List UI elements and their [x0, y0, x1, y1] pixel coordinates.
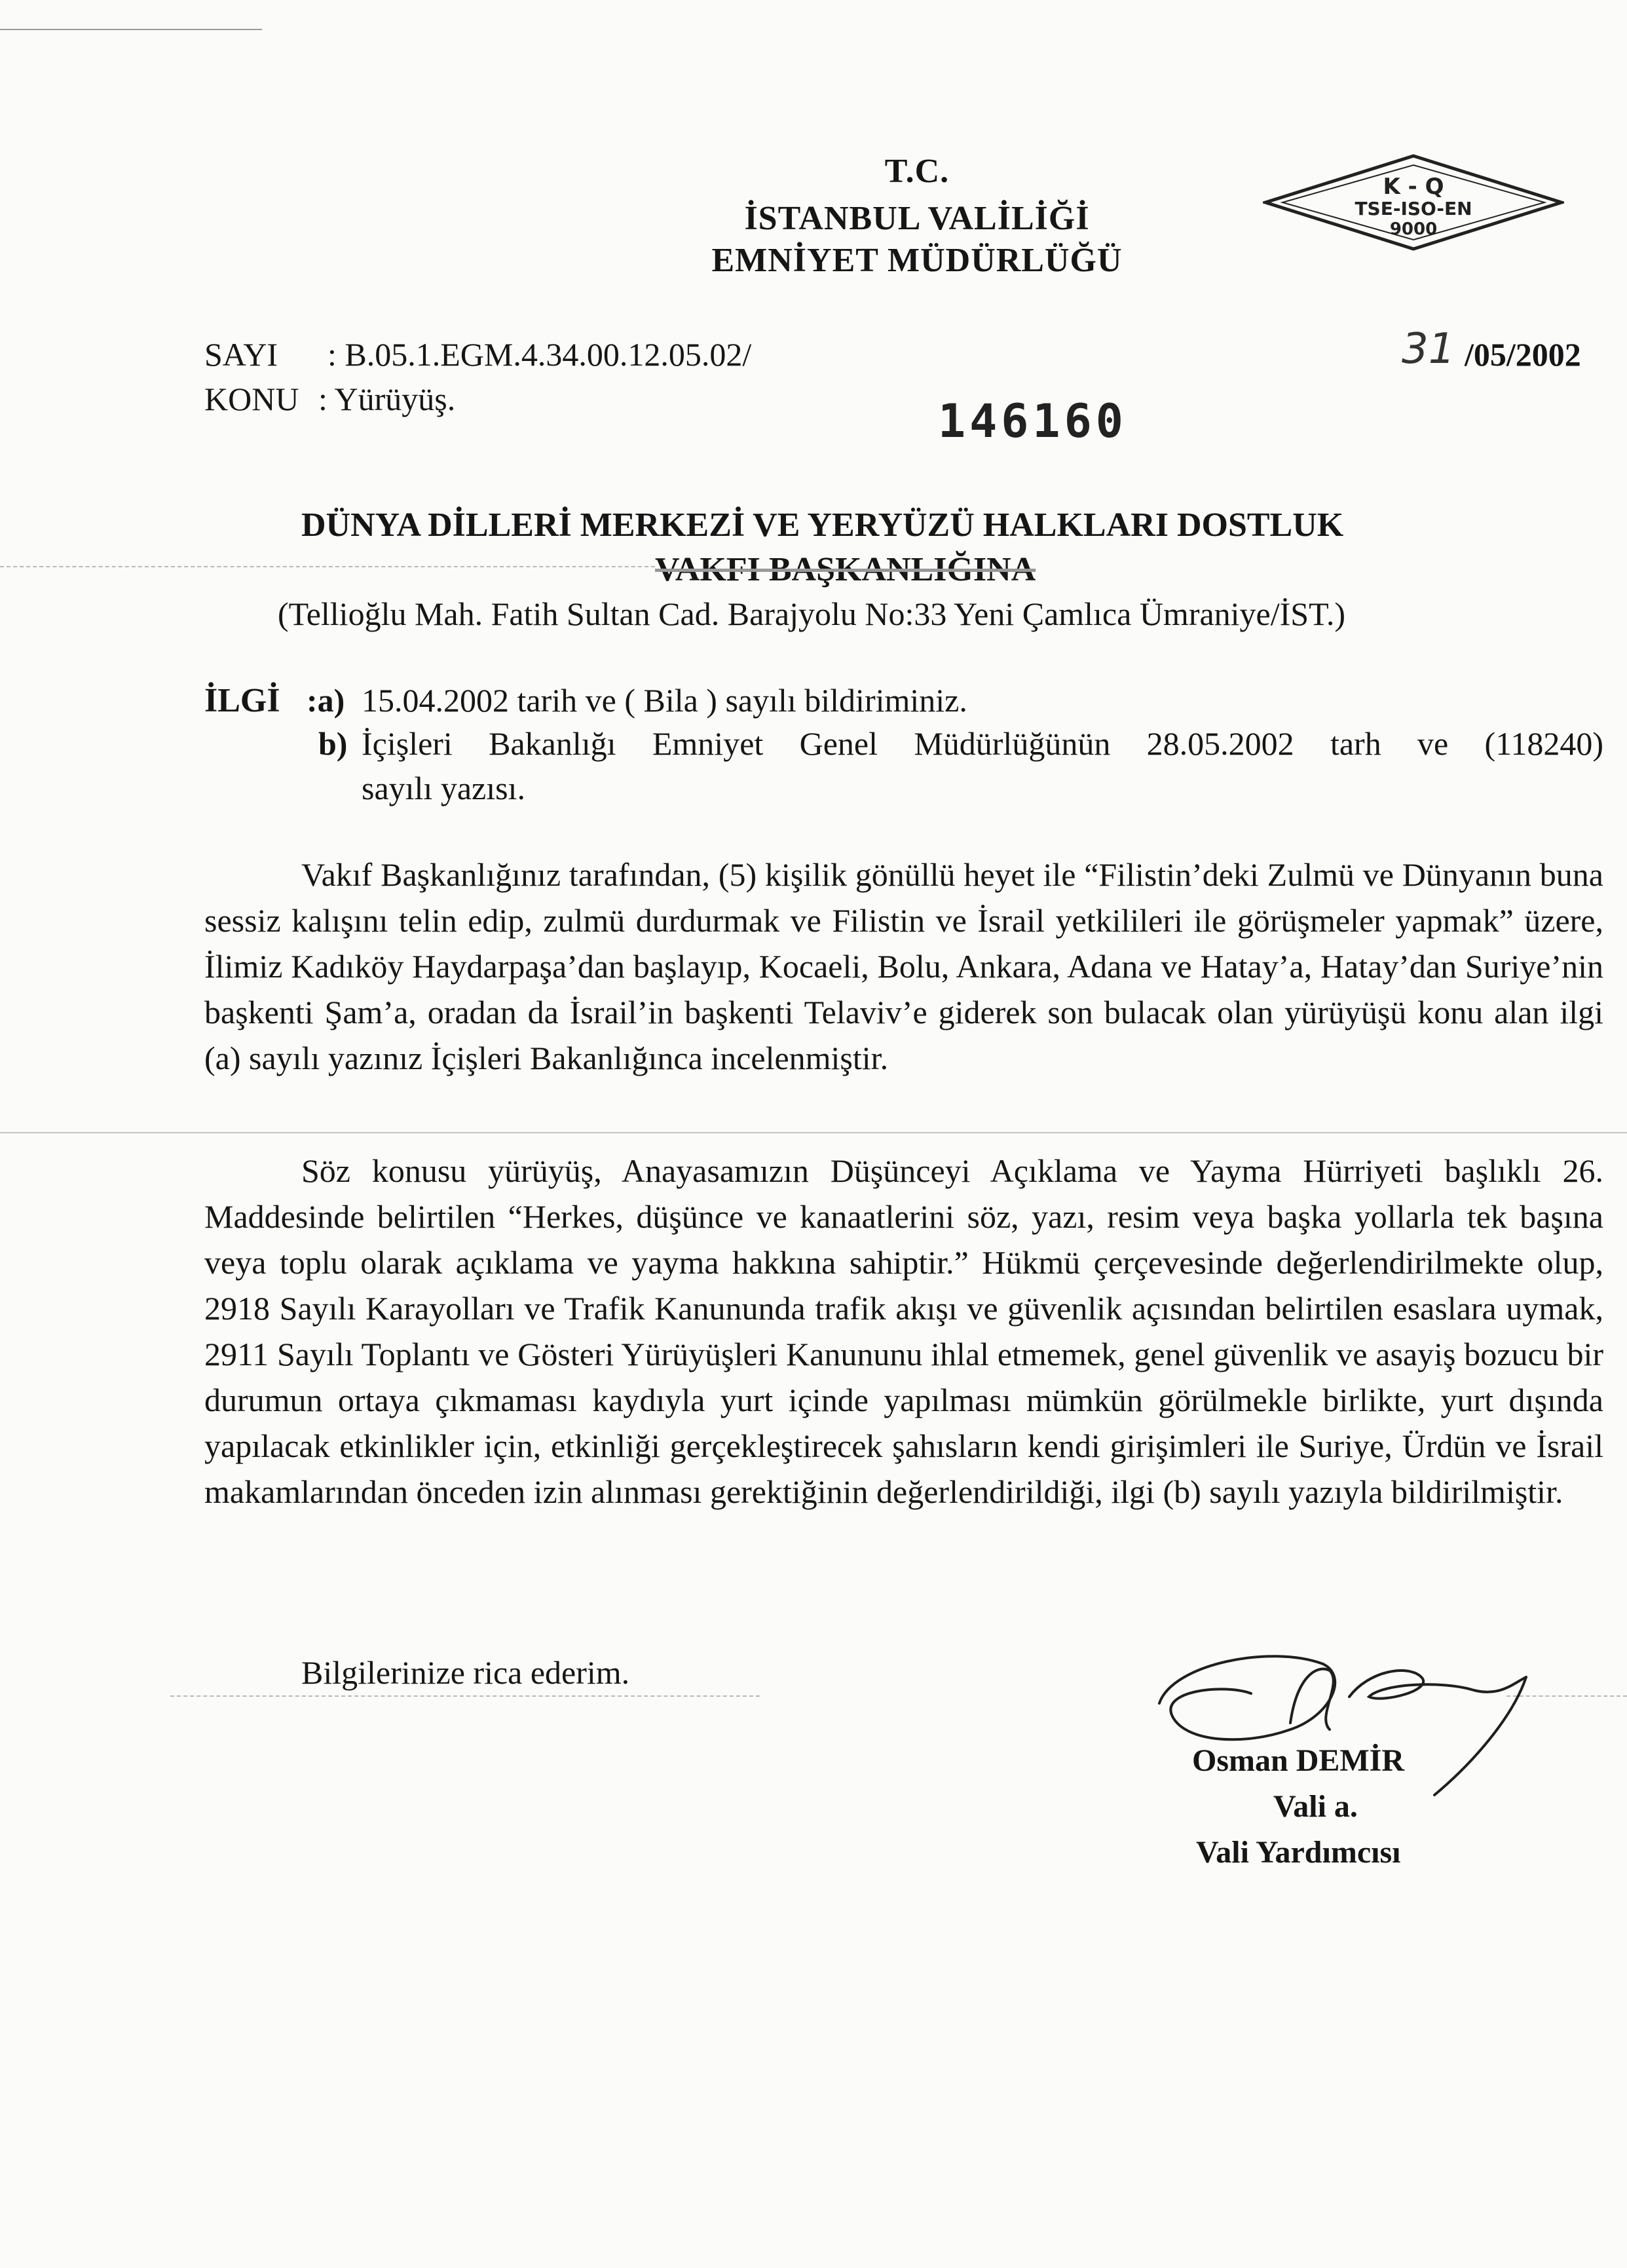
scan-line-mid3	[170, 1695, 760, 1697]
signatory-title: Vali Yardımcısı	[1196, 1835, 1401, 1870]
logo-line1: K - Q	[1383, 174, 1444, 200]
quality-logo	[1263, 153, 1564, 252]
recipient-address: (Tellioğlu Mah. Fatih Sultan Cad. Barajyolu No:33 Yeni Çamlıca Ümraniye/İST.)	[278, 595, 1346, 632]
signatory-line2: Vali a.	[1273, 1789, 1358, 1824]
recipient-line2: VAKFI BAŞKANLIĞINA	[655, 551, 1036, 588]
sayi-value: : B.05.1.EGM.4.34.00.12.05.02/	[327, 336, 752, 373]
recipient-line1: DÜNYA DİLLERİ MERKEZİ VE YERYÜZÜ HALKLARI DOSTLUK	[301, 506, 1344, 544]
ilgi-a-marker: :a)	[307, 682, 345, 719]
logo-line3: 9000	[1389, 219, 1438, 239]
header-tc: T.C.	[884, 153, 950, 190]
ilgi-a-text: 15.04.2002 tarih ve ( Bila ) sayılı bildiriminiz.	[362, 682, 967, 719]
ilgi-label: İLGİ	[204, 682, 280, 719]
registry-number: 146160	[938, 394, 1127, 448]
ilgi-b-text-line2: sayılı yazısı.	[362, 770, 525, 806]
ilgi-b-text-line1: İçişleri Bakanlığı Emniyet Genel Müdürlüğünün 28.05.2002 tarh ve (118240)	[362, 725, 1603, 762]
body-paragraph-1	[204, 852, 1603, 1081]
date-day-handwritten: 31	[1402, 325, 1455, 373]
logo-line2: TSE-ISO-EN	[1355, 198, 1472, 219]
body-paragraph-2	[204, 1148, 1603, 1515]
konu-value: : Yürüyüş.	[318, 381, 456, 417]
header-valilik: İSTANBUL VALİLİĞİ	[744, 200, 1090, 237]
paragraph-1-text: Vakıf Başkanlığınız tarafından, (5) kişilik gönüllü heyet ile “Filistin’deki Zulmü ve Dünyanın buna sessiz kalışını telin edip, zulmü durdurmak ve Filistin ve İsrail yetkilileri ile görüşmeler yapmak” üzere, İlimiz Kadıköy Haydarpaşa’dan başlayıp, Kocaeli, Bolu, Ankara, Adana ve Hatay’a, Hatay’dan Suriye’nin başkenti Şam’a, oradan da İsrail’in başkenti Telaviv’e giderek son bulacak olan yürüyüşü konu alan ilgi (a) sayılı yazınız İçişleri Bakanlığınca incelenmiştir.	[204, 856, 1603, 1076]
sayi-label: SAYI	[204, 336, 278, 373]
scan-line-mid2	[0, 1132, 1627, 1133]
signatory-name: Osman DEMİR	[1192, 1743, 1405, 1778]
ilgi-b-marker: b)	[318, 725, 348, 762]
header-emniyet: EMNİYET MÜDÜRLÜĞÜ	[711, 242, 1123, 279]
paragraph-2-text: Söz konusu yürüyüş, Anayasamızın Düşünceyi Açıklama ve Yayma Hürriyeti başlıklı 26. Maddesinde belirtilen “Herkes, düşünce ve kanaatlerini söz, yazı, resim veya başka yollarla tek başına veya toplu olarak açıklama ve yayma hakkına sahiptir.” Hükmü çerçevesinde değerlendirilmekte olup, 2918 Sayılı Karayolları ve Trafik Kanununda trafik akışı ve güvenlik açısından belirtilen esaslara uymak, 2911 Sayılı Toplantı ve Gösteri Yürüyüşleri Kanununu ihlal etmemek, genel güvenlik ve asayiş bozucu bir durumun ortaya çıkmaması kaydıyla yurt içinde yapılması mümkün görülmekle birlikte, yurt dışında yapılacak etkinlikler için, etkinliği gerçekleştirecek şahısların kendi girişimleri ile Suriye, Ürdün ve İsrail makamlarından önceden izin alınması gerektiğinin değerlendirildiği, ilgi (b) sayılı yazıyla bildirilmiştir.	[204, 1152, 1603, 1510]
scan-line-mid1	[0, 566, 655, 567]
closing-line: Bilgilerinize rica ederim.	[301, 1654, 630, 1691]
date-month-year: /05/2002	[1465, 336, 1581, 373]
scan-line-top	[0, 29, 262, 30]
konu-label: KONU	[204, 381, 299, 417]
